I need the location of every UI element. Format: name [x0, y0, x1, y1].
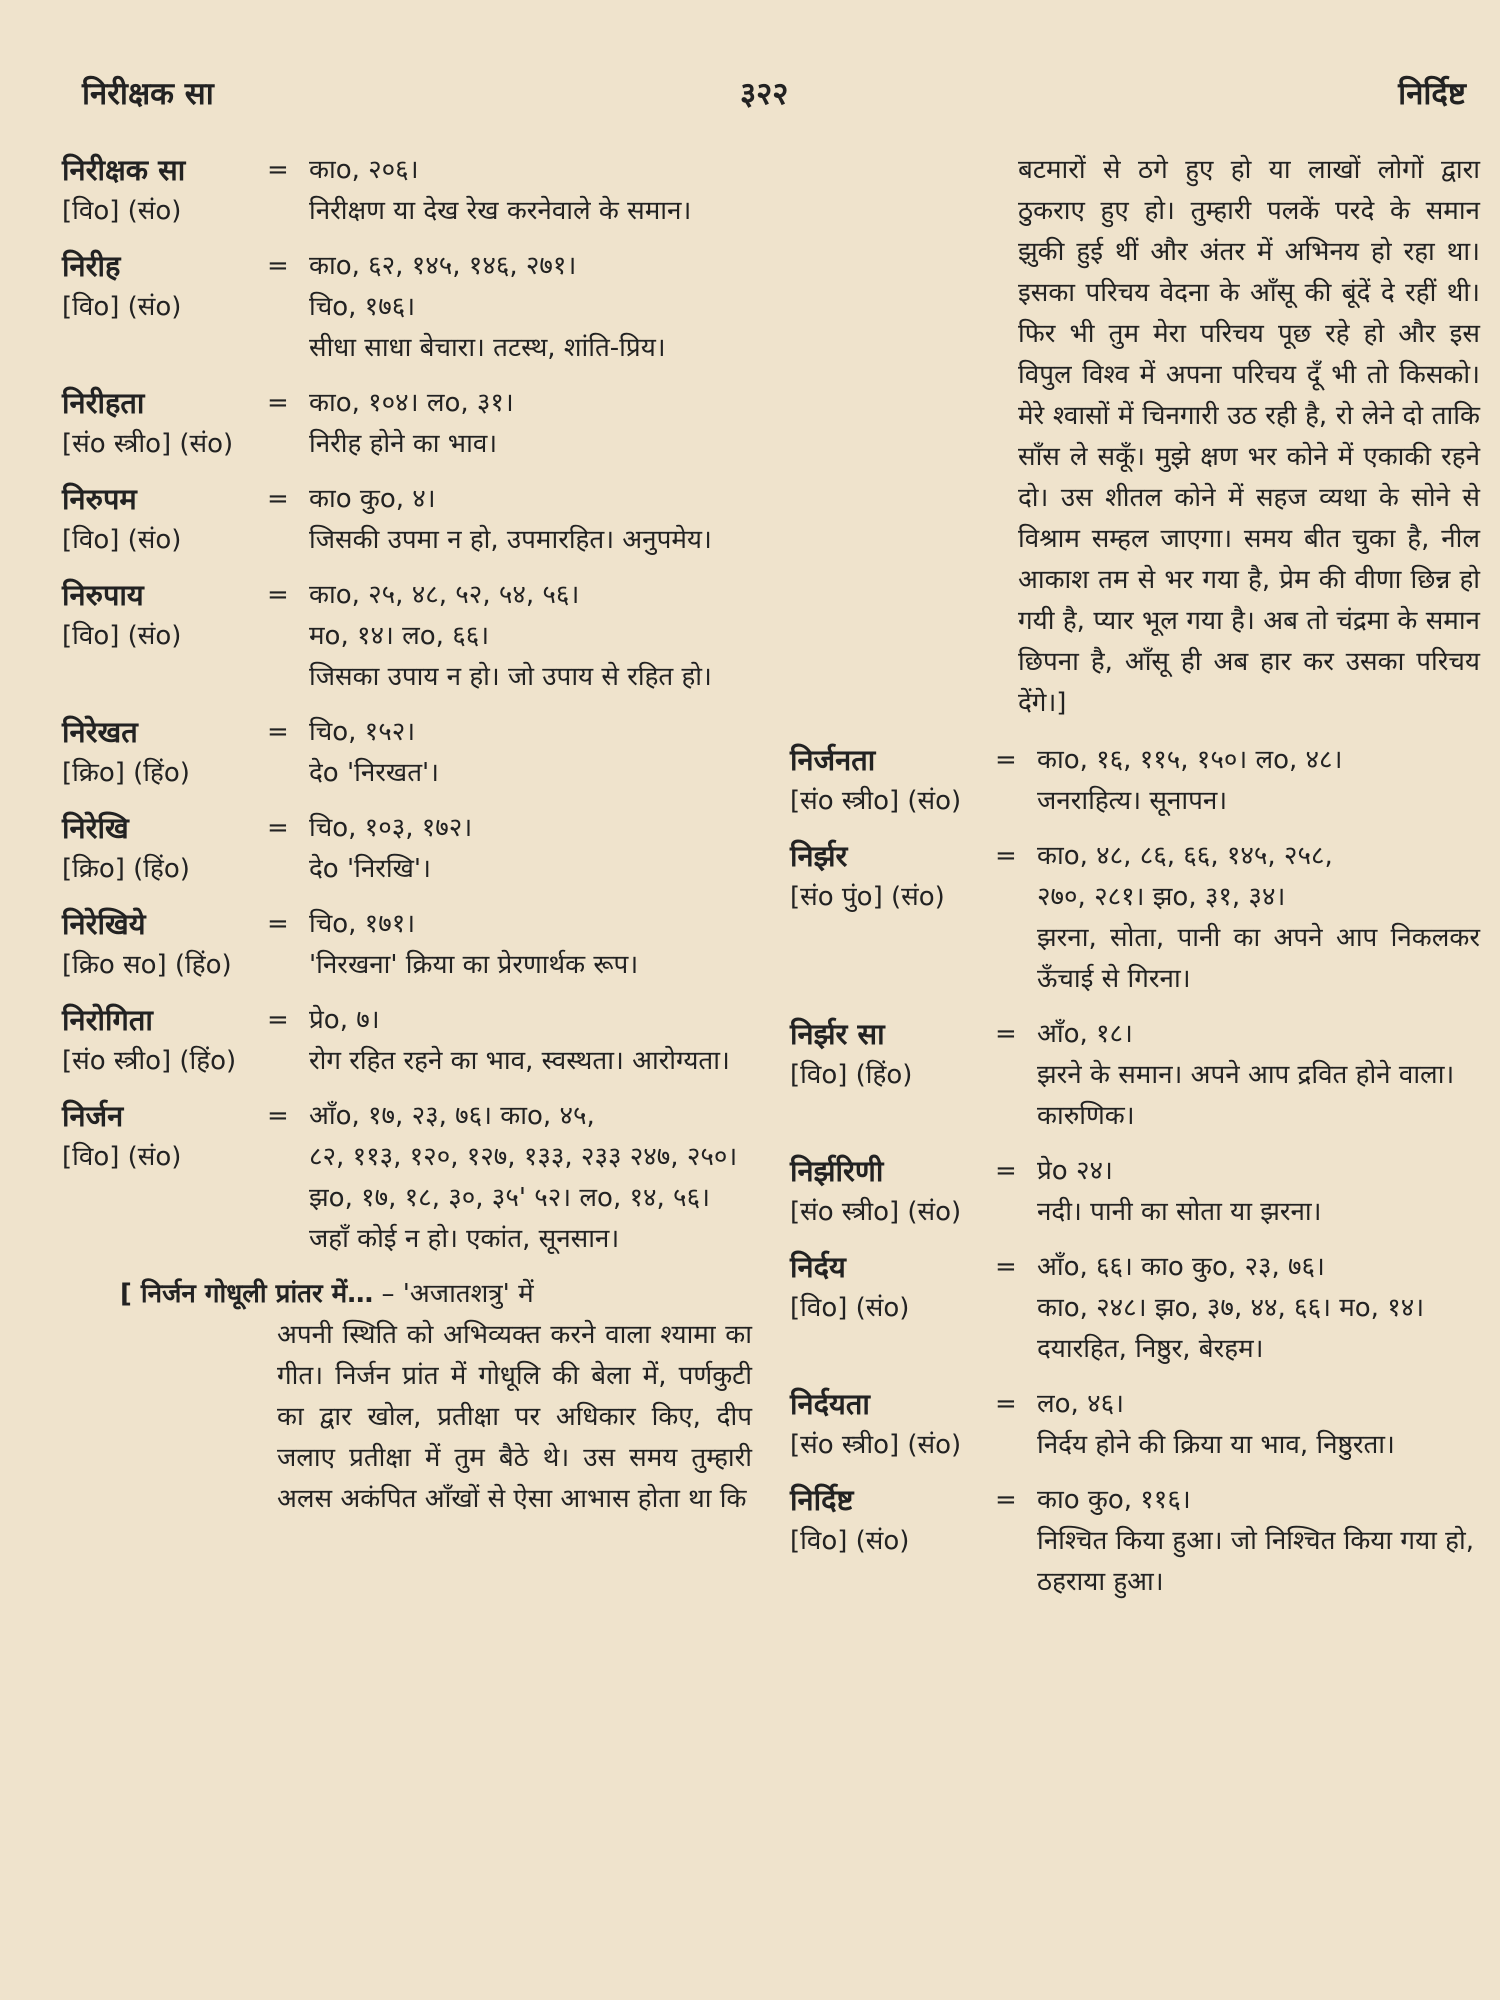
- equals-sign: =: [995, 1156, 1017, 1186]
- headword: निरुपम: [62, 482, 137, 516]
- grammar-tag: [विο] (संο): [62, 1142, 182, 1172]
- equals-sign: =: [267, 909, 289, 939]
- grammar-tag: [विο] (संο): [790, 1293, 910, 1323]
- meaning: निरीक्षण या देख रेख करनेवाले के समान।: [309, 196, 692, 226]
- equals-sign: =: [267, 717, 289, 747]
- references: काο कुο, ११६।: [1037, 1485, 1191, 1515]
- meaning: झरने के समान। अपने आप द्रवित होने वाला। कारुणिक।: [1037, 1060, 1455, 1131]
- meaning: नदी। पानी का सोता या झरना।: [1037, 1197, 1322, 1227]
- equals-sign: =: [995, 1389, 1017, 1419]
- headword: निरेखत: [62, 715, 138, 749]
- dictionary-entry: [62, 808, 752, 890]
- quote-head-rest: – 'अजातशत्रु' में: [373, 1279, 534, 1309]
- headword: निर्झर: [790, 839, 848, 873]
- equals-sign: =: [995, 1485, 1017, 1515]
- meaning-extra: सीधा साधा बेचारा। तटस्थ, शांति-प्रिय।: [309, 333, 666, 363]
- dictionary-entry: [790, 836, 1480, 1000]
- headword: निरीहता: [62, 386, 145, 420]
- dictionary-entry: [790, 1480, 1480, 1603]
- dictionary-entry: [62, 575, 752, 698]
- headword: निर्जनता: [790, 743, 876, 777]
- grammar-tag: [क्रिο सο] (हिंο): [62, 950, 232, 980]
- meaning: जनराहित्य। सूनापन।: [1037, 786, 1228, 816]
- references: चिο, १७१।: [309, 909, 416, 939]
- grammar-tag: [विο] (हिंο): [790, 1060, 913, 1090]
- references: आँο, १८।: [1037, 1019, 1133, 1049]
- grammar-tag: [संο पुंο] (संο): [790, 882, 945, 912]
- running-head-left: निरीक्षक सा: [82, 76, 214, 112]
- headword: निर्दय: [790, 1250, 846, 1284]
- dictionary-entry: [790, 1247, 1480, 1370]
- headword: निर्झरिणी: [790, 1154, 884, 1188]
- equals-sign: =: [267, 1005, 289, 1035]
- equals-sign: =: [267, 155, 289, 185]
- equals-sign: =: [267, 251, 289, 281]
- meaning-extra: जहाँ कोई न हो। एकांत, सूनसान।: [309, 1224, 620, 1254]
- headword: निर्जन: [62, 1099, 124, 1133]
- grammar-tag: [विο] (संο): [62, 621, 182, 651]
- references: आँο, १७, २३, ७६। काο, ४५,: [309, 1101, 595, 1131]
- grammar-tag: [विο] (संο): [62, 525, 182, 555]
- grammar-tag: [क्रिο] (हिंο): [62, 758, 190, 788]
- dictionary-entry: [790, 740, 1480, 822]
- equals-sign: =: [267, 484, 289, 514]
- equals-sign: =: [995, 1019, 1017, 1049]
- headword: निर्झर सा: [790, 1017, 885, 1051]
- left-quote: [62, 1274, 752, 1520]
- dictionary-entry: [62, 1096, 752, 1260]
- dictionary-entry: [62, 1000, 752, 1082]
- dictionary-entry: [62, 150, 752, 232]
- dictionary-entry: [62, 383, 752, 465]
- right-quote: बटमारों से ठगे हुए हो या लाखों लोगों द्वारा ठुकराए हुए हो। तुम्हारी पलकें परदे के समान झुकी हुई थीं और अंतर में अभिनय हो रहा था। इसका परिचय वेदना के आँसू की बूंदें दे रहीं थी। फिर भी तुम मेरा परिचय पूछ रहे हो और इस विपुल विश्व में अपना परिचय दूँ भी तो किसको। मेरे श्वासों में चिनगारी उठ रही है, रो लेने दो ताकि साँस ले सकूँ। मुझे क्षण भर कोने में एकाकी रहने दो। उस शीतल कोने में सहज व्यथा के सोने से विश्राम सम्हल जाएगा। समय बीत चुका है, नील आकाश तम से भर गया है, प्रेम की वीणा छिन्न हो गयी है, प्यार भूल गया है। अब तो चंद्रमा के समान छिपना है, आँसू ही अब हार कर उसका परिचय देंगे।]: [1018, 155, 1480, 718]
- headword: निरेखि: [62, 811, 129, 845]
- grammar-tag: [विο] (संο): [62, 196, 182, 226]
- meaning: निर्दय होने की क्रिया या भाव, निष्ठुरता।: [1037, 1430, 1395, 1460]
- meaning: देο 'निरखत'।: [309, 758, 440, 788]
- references: काο, २०६।: [309, 155, 419, 185]
- left-column: [62, 150, 752, 1520]
- headword: निरुपाय: [62, 578, 144, 612]
- meaning: निश्चित किया हुआ। जो निश्चित किया गया हो, ठहराया हुआ।: [1037, 1526, 1474, 1597]
- meaning: 'निरखना' क्रिया का प्रेरणार्थक रूप।: [309, 950, 639, 980]
- dictionary-entry: [790, 1014, 1480, 1137]
- meaning: देο 'निरखि'।: [309, 854, 431, 884]
- meaning-extra: झरना, सोता, पानी का अपने आप निकलकर ऊँचाई से गिरना।: [1037, 923, 1480, 994]
- references: चिο, १०३, १७२।: [309, 813, 473, 843]
- running-head-right: निर्दिष्ट: [1398, 76, 1466, 112]
- headword: निरेखिये: [62, 907, 146, 941]
- meaning-extra: जिसका उपाय न हो। जो उपाय से रहित हो।: [309, 662, 712, 692]
- grammar-tag: [संο स्त्रीο] (हिंο): [62, 1046, 237, 1076]
- meaning: रोग रहित रहने का भाव, स्वस्थता। आरोग्यता।: [309, 1046, 730, 1076]
- headword: निरीक्षक सा: [62, 153, 186, 187]
- headword: निरोगिता: [62, 1003, 153, 1037]
- dictionary-entry: [790, 1384, 1480, 1466]
- references: आँο, ६६। काο कुο, २३, ७६।: [1037, 1252, 1325, 1282]
- quote-body: अपनी स्थिति को अभिव्यक्त करने वाला श्यामा का गीत। निर्जन प्रांत में गोधूलि की बेला में, पर्णकुटी का द्वार खोल, प्रतीक्षा पर अधिकार किए, दीप जलाए प्रतीक्षा में तुम बैठे थे। उस समय तुम्हारी अलस अकंपित आँखों से ऐसा आभास होता था कि: [277, 1320, 752, 1514]
- references: काο, २५, ४८, ५२, ५४, ५६।: [309, 580, 580, 610]
- equals-sign: =: [267, 580, 289, 610]
- grammar-tag: [संο स्त्रीο] (संο): [62, 429, 234, 459]
- dictionary-entry: [62, 904, 752, 986]
- grammar-tag: [संο स्त्रीο] (संο): [790, 1197, 962, 1227]
- references: काο, १६, ११५, १५०। लο, ४८।: [1037, 745, 1343, 775]
- dictionary-entry: [790, 1151, 1480, 1233]
- meaning-extra: दयारहित, निष्ठुर, बेरहम।: [1037, 1334, 1264, 1364]
- references: प्रेο, ७।: [309, 1005, 380, 1035]
- equals-sign: =: [995, 745, 1017, 775]
- grammar-tag: [क्रिο] (हिंο): [62, 854, 190, 884]
- grammar-tag: [विο] (संο): [62, 292, 182, 322]
- page-number: ३२२: [740, 76, 789, 112]
- meaning: चिο, १७६।: [309, 292, 416, 322]
- meaning: निरीह होने का भाव।: [309, 429, 498, 459]
- equals-sign: =: [995, 841, 1017, 871]
- references: काο, ४८, ८६, ६६, १४५, २५८,: [1037, 841, 1333, 871]
- dictionary-entry: [62, 712, 752, 794]
- right-column: [790, 150, 1480, 1617]
- meaning: काο, २४८। झο, ३७, ४४, ६६। मο, १४।: [1037, 1293, 1425, 1323]
- headword: निर्दिष्ट: [790, 1483, 854, 1517]
- references: काο कुο, ४।: [309, 484, 436, 514]
- equals-sign: =: [267, 388, 289, 418]
- grammar-tag: [संο स्त्रीο] (संο): [790, 786, 962, 816]
- equals-sign: =: [267, 1101, 289, 1131]
- grammar-tag: [विο] (संο): [790, 1526, 910, 1556]
- references: काο, १०४। लο, ३१।: [309, 388, 514, 418]
- references: चिο, १५२।: [309, 717, 416, 747]
- references: लο, ४६।: [1037, 1389, 1124, 1419]
- equals-sign: =: [995, 1252, 1017, 1282]
- quote-head: [ निर्जन गोधूली प्रांतर में…: [120, 1279, 374, 1309]
- meaning: मο, १४। लο, ६६।: [309, 621, 490, 651]
- references: प्रेο २४।: [1037, 1156, 1113, 1186]
- dictionary-entry: [62, 479, 752, 561]
- grammar-tag: [संο स्त्रीο] (संο): [790, 1430, 962, 1460]
- meaning: ८२, ११३, १२०, १२७, १३३, २३३ २४७, २५०। झο, १७, १८, ३०, ३५' ५२। लο, १४, ५६।: [309, 1142, 738, 1213]
- meaning: २७०, २८१। झο, ३१, ३४।: [1037, 882, 1286, 912]
- left-entries: [62, 150, 752, 1260]
- references: काο, ६२, १४५, १४६, २७१।: [309, 251, 577, 281]
- meaning: जिसकी उपमा न हो, उपमारहित। अनुपमेय।: [309, 525, 712, 555]
- dictionary-entry: [62, 246, 752, 369]
- headword: निर्दयता: [790, 1387, 870, 1421]
- headword: निरीह: [62, 249, 121, 283]
- right-entries: [790, 740, 1480, 1603]
- equals-sign: =: [267, 813, 289, 843]
